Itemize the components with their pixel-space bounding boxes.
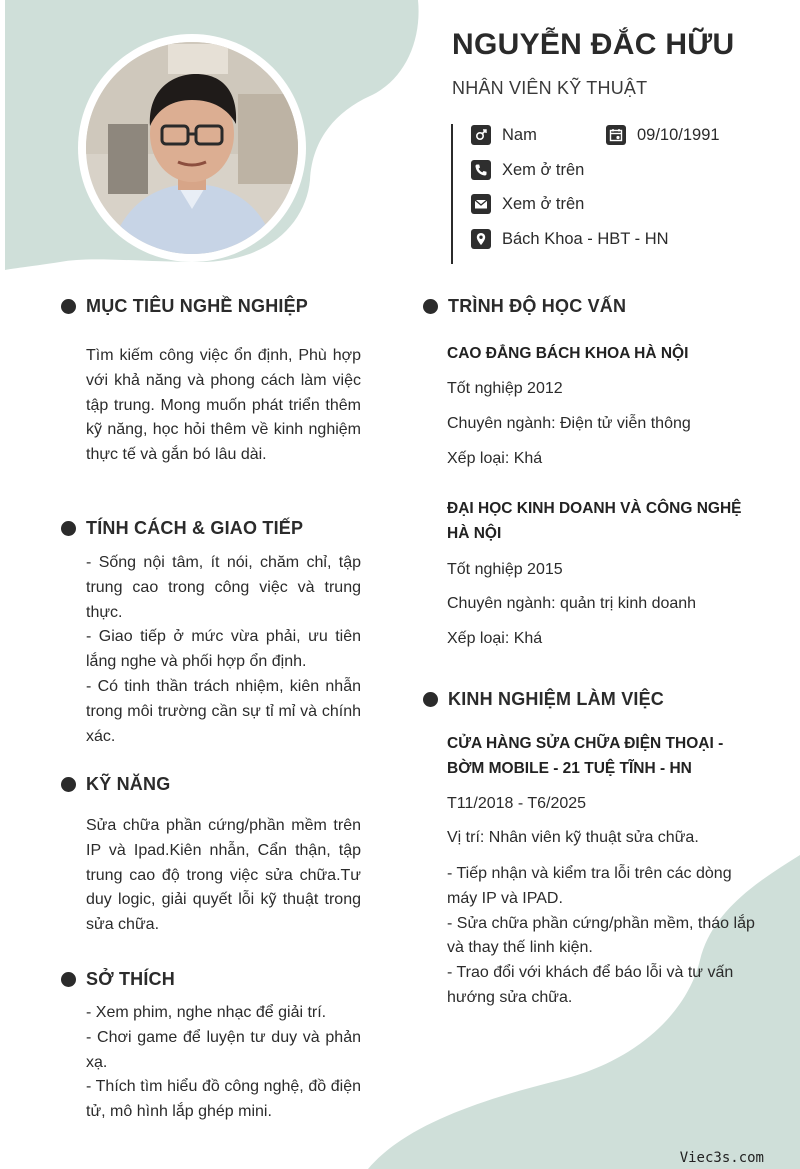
bullet-dot-icon xyxy=(61,299,76,314)
personality-heading xyxy=(61,518,303,539)
objective-heading xyxy=(61,296,308,317)
school-name: CAO ĐẲNG BÁCH KHOA HÀ NỘI xyxy=(447,345,689,362)
hobbies-list xyxy=(86,1001,361,1125)
personality-list xyxy=(86,551,361,749)
education-heading-text: TRÌNH ĐỘ HỌC VẤN xyxy=(448,296,627,316)
location-icon xyxy=(471,229,491,249)
list-item: - Thích tìm hiểu đồ công nghệ, đồ điện tử, mô hình lắp ghép mini. xyxy=(86,1078,361,1121)
school-grade: Xếp loại: Khá xyxy=(447,450,543,467)
list-item: - Xem phim, nghe nhạc để giải trí. xyxy=(86,1004,327,1021)
duties-list xyxy=(447,862,762,1011)
contact-birthday xyxy=(606,125,720,145)
bullet-dot-icon xyxy=(61,777,76,792)
hobbies-heading xyxy=(61,969,175,990)
objective-heading-text: MỤC TIÊU NGHỀ NGHIỆP xyxy=(86,296,309,316)
phone-icon xyxy=(471,160,491,180)
contact-address xyxy=(471,229,669,249)
mail-icon xyxy=(471,194,491,214)
bullet-dot-icon xyxy=(61,521,76,536)
gender-icon xyxy=(471,125,491,145)
list-item: - Sống nội tâm, ít nói, chăm chỉ, tập trung cao trong công việc và trung thực. xyxy=(86,554,361,621)
school-grade: Xếp loại: Khá xyxy=(447,630,543,647)
bullet-dot-icon xyxy=(423,299,438,314)
personality-heading-text: TÍNH CÁCH & GIAO TIẾP xyxy=(86,518,304,538)
company-name: CỬA HÀNG SỬA CHỮA ĐIỆN THOẠI - BỜM MOBILE - 21 TUỆ TĨNH - HN xyxy=(447,735,724,777)
skills-text: Sửa chữa phần cứng/phần mềm trên IP và Ipad.Kiên nhẫn, Cẩn thận, tập trung cao độ trong việc sửa chữa.Tư duy logic, giải quyết lỗi kỹ thuật trong sửa chữa. xyxy=(86,817,361,934)
list-item: - Tiếp nhận và kiểm tra lỗi trên các dòng máy IP và IPAD. xyxy=(447,865,732,907)
contact-gender xyxy=(471,125,537,145)
experience-heading-text: KINH NGHIỆM LÀM VIỆC xyxy=(448,689,665,709)
skills-heading xyxy=(61,774,170,795)
avatar xyxy=(78,34,306,262)
work-position: Vị trí: Nhân viên kỹ thuật sửa chữa. xyxy=(447,829,699,846)
skills-heading-text: KỸ NĂNG xyxy=(86,774,171,794)
list-item: - Sửa chữa phần cứng/phần mềm, tháo lắp và thay thế linh kiện. xyxy=(447,914,755,957)
list-item: - Trao đổi với khách để báo lỗi và tư vấn hướng sửa chữa. xyxy=(447,964,734,1006)
candidate-name: NGUYỄN ĐẮC HỮU xyxy=(452,28,735,61)
bullet-dot-icon xyxy=(423,692,438,707)
education-heading xyxy=(423,296,626,317)
phone-value: Xem ở trên xyxy=(502,160,585,179)
school-major: Chuyên ngành: Điện tử viễn thông xyxy=(447,415,691,432)
contact-phone xyxy=(471,160,584,180)
list-item: - Giao tiếp ở mức vừa phải, ưu tiên lắng nghe và phối hợp ổn định. xyxy=(86,628,361,671)
birthday-value: 09/10/1991 xyxy=(637,125,720,144)
email-value: Xem ở trên xyxy=(502,194,585,213)
objective-text: Tìm kiếm công việc ổn định, Phù hợp với khả năng và phong cách làm việc tập trung. Mong muốn phát triển thêm kỹ năng, học hỏi thêm về kinh nghiệm thực tế và gắn bó lâu dài. xyxy=(86,347,361,464)
avatar-photo xyxy=(78,34,306,262)
gender-value: Nam xyxy=(502,125,537,144)
school-major: Chuyên ngành: quản trị kinh doanh xyxy=(447,595,697,612)
work-period: T11/2018 - T6/2025 xyxy=(447,795,587,812)
list-item: - Chơi game để luyện tư duy và phản xạ. xyxy=(86,1028,361,1071)
footer-brand: Viec3s.com xyxy=(679,1150,764,1166)
contact-divider xyxy=(451,124,453,264)
hobbies-heading-text: SỞ THÍCH xyxy=(86,969,175,989)
school-graduation: Tốt nghiệp 2015 xyxy=(447,561,563,578)
school-name: ĐẠI HỌC KINH DOANH VÀ CÔNG NGHỆ HÀ NỘI xyxy=(447,500,742,542)
school-graduation: Tốt nghiệp 2012 xyxy=(447,380,563,397)
calendar-icon xyxy=(606,125,626,145)
bullet-dot-icon xyxy=(61,972,76,987)
contact-email xyxy=(471,194,584,214)
address-value: Bách Khoa - HBT - HN xyxy=(502,229,669,248)
list-item: - Có tinh thần trách nhiệm, kiên nhẫn trong môi trường cần sự tỉ mỉ và chính xác. xyxy=(86,677,361,745)
job-title: NHÂN VIÊN KỸ THUẬT xyxy=(452,78,648,98)
experience-heading xyxy=(423,689,664,710)
